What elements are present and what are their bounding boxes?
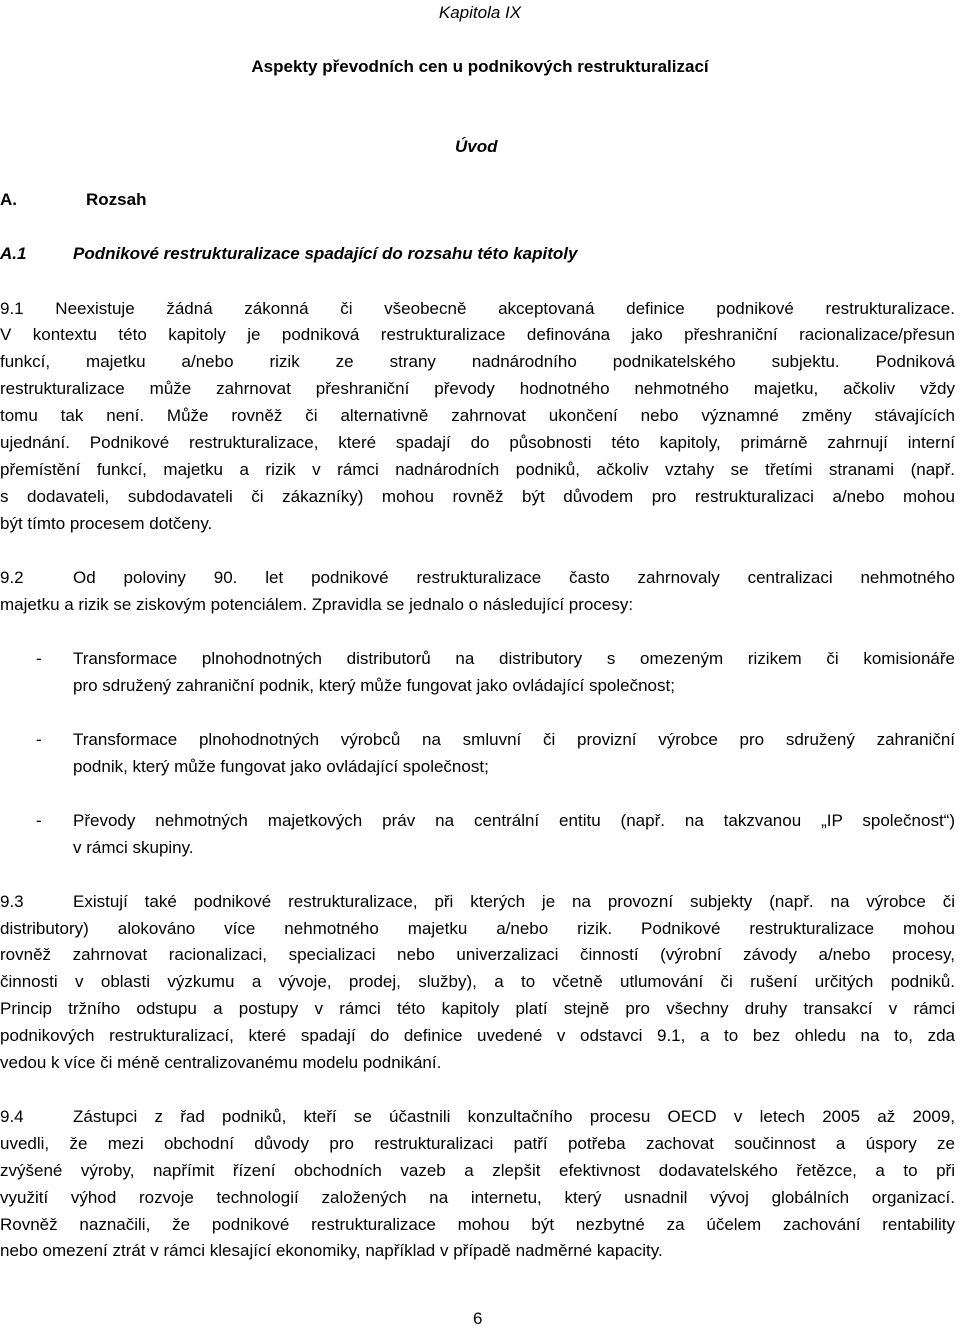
section-a1-label: A.1 (0, 244, 27, 263)
bullet-line: Převody nehmotných majetkových práv na centrální entitu (např. na takzvanou „IP společnost“) (73, 811, 955, 830)
p92-number: 9.2 (0, 568, 24, 587)
p93-line: distributory) alokováno více nehmotného majetku a/nebo rizik. Podnikové restrukturalizace mohou (0, 919, 955, 938)
section-a-label: A. (0, 190, 17, 209)
p93-number: 9.3 (0, 892, 24, 911)
p91-line: s dodavateli, subdodavateli či zákazníky) mohou rovněž být důvodem pro restrukturalizaci a/nebo mohou (0, 487, 955, 506)
p91-line: 9.1 Neexistuje žádná zákonná či všeobecně akceptovaná definice podnikové restrukturalizace. (0, 299, 955, 318)
bullet-line: v rámci skupiny. (73, 838, 194, 857)
p93-line: podnikových restrukturalizací, které spadají do definice uvedené v odstavci 9.1, a to bez ohledu na to, zda (0, 1026, 955, 1045)
p94-line: Rovněž naznačili, že podnikové restrukturalizace mohou být nezbytné za účelem zachování rentability (0, 1215, 955, 1234)
p93-line: činnosti v oblasti výzkumu a vývoje, prodej, služby), a to včetně utlumování či rušení určitých podniků. (0, 972, 955, 991)
chapter-label: Kapitola IX (438, 3, 522, 22)
p93-line: Princip tržního odstupu a postupy v rámci této kapitoly platí stejně pro všechny druhy transakcí v rámci (0, 999, 955, 1018)
bullet-line: Transformace plnohodnotných výrobců na smluvní či provizní výrobce pro sdružený zahraniční (73, 730, 955, 749)
section-a-title: Rozsah (86, 190, 147, 209)
p93-line: rovněž zahrnovat racionalizaci, specializaci nebo univerzalizaci činností (výrobní závody a/nebo procesy, (0, 945, 955, 964)
p91-line: restrukturalizace může zahrnovat přeshraniční převody hodnotného nehmotného majetku, ačkoliv vždy (0, 379, 955, 398)
p91-line: V kontextu této kapitoly je podniková restrukturalizace definována jako přeshraniční racionalizace/přesun (0, 325, 955, 344)
page-number: 6 (473, 1309, 483, 1328)
section-a1-title: Podnikové restrukturalizace spadající do rozsahu této kapitoly (73, 244, 578, 263)
p92-line: Od poloviny 90. let podnikové restrukturalizace často zahrnovaly centralizaci nehmotného (73, 568, 955, 587)
p94-line: zvýšené výroby, napřímit řízení obchodních vazeb a zlepšit efektivnost dodavatelského řetězce, a to při (0, 1161, 955, 1180)
bullet-line: Transformace plnohodnotných distributorů na distributory s omezeným rizikem či komisionáře (73, 649, 955, 668)
p94-line: uvedli, že mezi obchodní důvody pro restrukturalizaci patří potřeba zachovat součinnost a úspory ze (0, 1134, 955, 1153)
p94-line: nebo omezení ztrát v rámci klesající ekonomiky, například v případě nadměrné kapacity. (0, 1241, 663, 1260)
p94-number: 9.4 (0, 1107, 24, 1126)
p91-line: funkcí, majetku a/nebo rizik ze strany nadnárodního podnikatelského subjektu. Podniková (0, 352, 955, 371)
bullet-line: podnik, který může fungovat jako ovládající společnost; (73, 757, 489, 776)
bullet-dash: - (36, 811, 42, 830)
p91-line: být tímto procesem dotčeny. (0, 514, 213, 533)
intro-heading: Úvod (455, 137, 498, 156)
bullet-dash: - (36, 649, 42, 668)
bullet-dash: - (36, 730, 42, 749)
p93-line: vedou k více či méně centralizovanému modelu podnikání. (0, 1053, 442, 1072)
chapter-title: Aspekty převodních cen u podnikových restrukturalizací (251, 57, 709, 76)
p91-line: tomu tak není. Může rovněž či alternativně zahrnovat ukončení nebo významné změny stávajících (0, 406, 955, 425)
p94-line: využití výhod rozvoje technologií založených na internetu, který usnadnil vývoj globálních organizací. (0, 1188, 955, 1207)
p92-line: majetku a rizik se ziskovým potenciálem. Zpravidla se jednalo o následující procesy: (0, 595, 634, 614)
bullet-line: pro sdružený zahraniční podnik, který může fungovat jako ovládající společnost; (73, 676, 675, 695)
p94-line: Zástupci z řad podniků, kteří se účastnili konzultačního procesu OECD v letech 2005 až 2009, (73, 1107, 955, 1126)
p91-line: ujednání. Podnikové restrukturalizace, které spadají do působnosti této kapitoly, primárně zahrnují interní (0, 433, 955, 452)
p93-line: Existují také podnikové restrukturalizace, při kterých je na provozní subjekty (např. na výrobce či (73, 892, 955, 911)
p91-line: přemístění funkcí, majetku a rizik v rámci nadnárodních podniků, ačkoliv vztahy se třetími stranami (např. (0, 460, 955, 479)
